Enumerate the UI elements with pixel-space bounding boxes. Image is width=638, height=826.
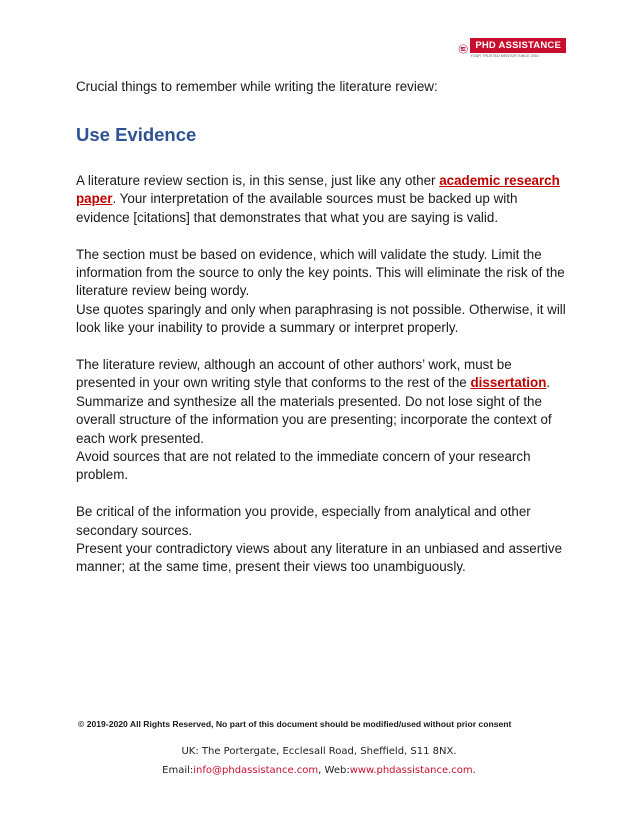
p3-text-after: . Summarize and synthesize all the materials presented. Do not lose sight of the overall structure of the information you are presenting; incorporate the context of each work presented. — [76, 375, 552, 446]
p3-line-2: Avoid sources that are not related to the immediate concern of your research problem. — [76, 449, 531, 483]
p1-text-after: . Your interpretation of the available sources must be backed up with evidence [citations] that demonstrates that what you are saying is valid. — [76, 191, 518, 225]
p4-line-2: Present your contradictory views about any literature in an unbiased and assertive manner; at the same time, present their views too unambiguously. — [76, 541, 563, 575]
flag-star-icon — [458, 38, 468, 60]
paragraph-4 — [76, 503, 566, 577]
section-heading: Use Evidence — [76, 124, 197, 145]
contact-end: . — [472, 765, 476, 776]
intro-text: Crucial things to remember while writing the literature review: — [76, 79, 438, 94]
academic-research-paper-link[interactable]: academic research paper — [76, 173, 560, 207]
logo-tagline: YOUR TRUSTED MENTOR SINCE 2001 — [470, 54, 540, 58]
footer-address: UK: The Portergate, Ecclesall Road, Sheffield, S11 8NX. — [181, 746, 457, 757]
email-link[interactable]: info@phdassistance.com — [193, 765, 319, 776]
copyright-notice: © 2019-2020 All Rights Reserved, No part of this document should be modified/used without prior consent — [78, 719, 512, 729]
company-logo — [458, 38, 566, 64]
document-body — [76, 172, 566, 577]
p1-text-before: A literature review section is, in this sense, just like any other — [76, 173, 440, 188]
paragraph-2 — [76, 246, 566, 338]
dissertation-link[interactable]: dissertation — [470, 375, 547, 391]
website-link[interactable]: www.phdassistance.com — [349, 765, 473, 776]
email-label: Email: — [162, 765, 194, 776]
paragraph-1 — [76, 172, 566, 227]
web-label: Web: — [324, 765, 350, 776]
paragraph-3 — [76, 356, 566, 485]
p2-line-1: The section must be based on evidence, which will validate the study. Limit the information from the source to only the key points. This will eliminate the risk of the literature review being wordy. — [76, 246, 565, 299]
p3-text-before: The literature review, although an account of other authors’ work, must be presented in your own writing style that conforms to the rest of the — [76, 357, 512, 391]
p4-line-1: Be critical of the information you provide, especially from analytical and other secondary sources. — [76, 504, 531, 538]
logo-title: PHD ASSISTANCE — [470, 38, 566, 53]
contact-separator: , — [318, 765, 325, 776]
p2-line-2: Use quotes sparingly and only when paraphrasing is not possible. Otherwise, it will look like your inability to provide a summary or interpret properly. — [76, 301, 566, 336]
footer-contact — [0, 765, 638, 776]
